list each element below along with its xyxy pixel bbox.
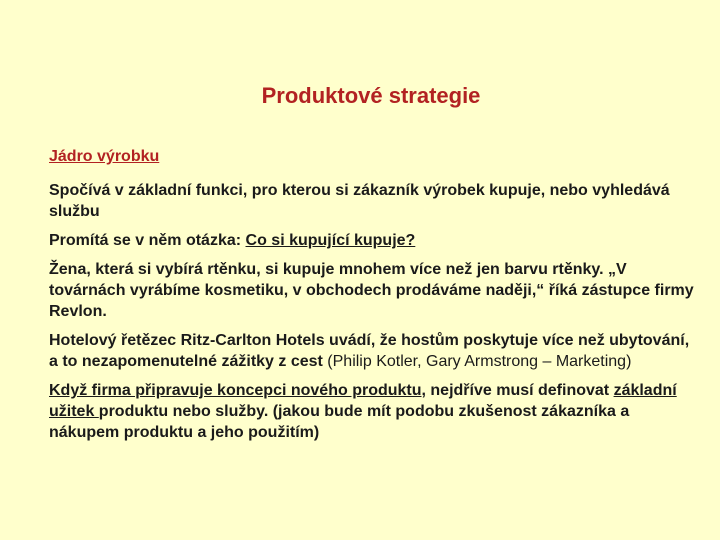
- new-product-concept: Když firma připravuje koncepci nového produktu: [49, 382, 422, 399]
- new-product-text-1: , nejdříve musí definovat: [421, 382, 614, 399]
- section-heading: [49, 146, 699, 167]
- paragraph-revlon-example: Žena, která si vybírá rtěnku, si kupuje mnohem více než jen barvu rtěnky. „V továrnách vyrábíme kosmetiku, v obchodech prodáváme naději,“ říká zástupce firmy Revlon.: [49, 261, 694, 320]
- slide-title: Produktové strategie: [261, 83, 481, 108]
- paragraph-ritz-carlton-example: [49, 330, 699, 372]
- new-product-text-2: produktu nebo služby. (jakou bude mít podobu zkušenost zákazníka a nákupem produktu a jeho použitím): [49, 403, 630, 441]
- question-text: Co si kupující kupuje?: [245, 232, 416, 249]
- heading-text: Jádro výrobku: [49, 148, 160, 165]
- citation: (Philip Kotler, Gary Armstrong – Marketing): [327, 353, 632, 370]
- paragraph-question: [49, 230, 699, 251]
- slide-content: [49, 146, 699, 451]
- paragraph-new-product: [49, 380, 699, 443]
- ritz-carlton-text: Hotelový řetězec Ritz-Carlton Hotels uvádí, že hostům poskytuje více než ubytování, a to nezapomenutelné zážitky z cest: [49, 332, 690, 370]
- question-prefix: Promítá se v něm otázka:: [49, 232, 246, 249]
- paragraph-core-function: Spočívá v základní funkci, pro kterou si zákazník výrobek kupuje, nebo vyhledává službu: [49, 182, 670, 220]
- basic-benefit: základní užitek: [49, 382, 677, 420]
